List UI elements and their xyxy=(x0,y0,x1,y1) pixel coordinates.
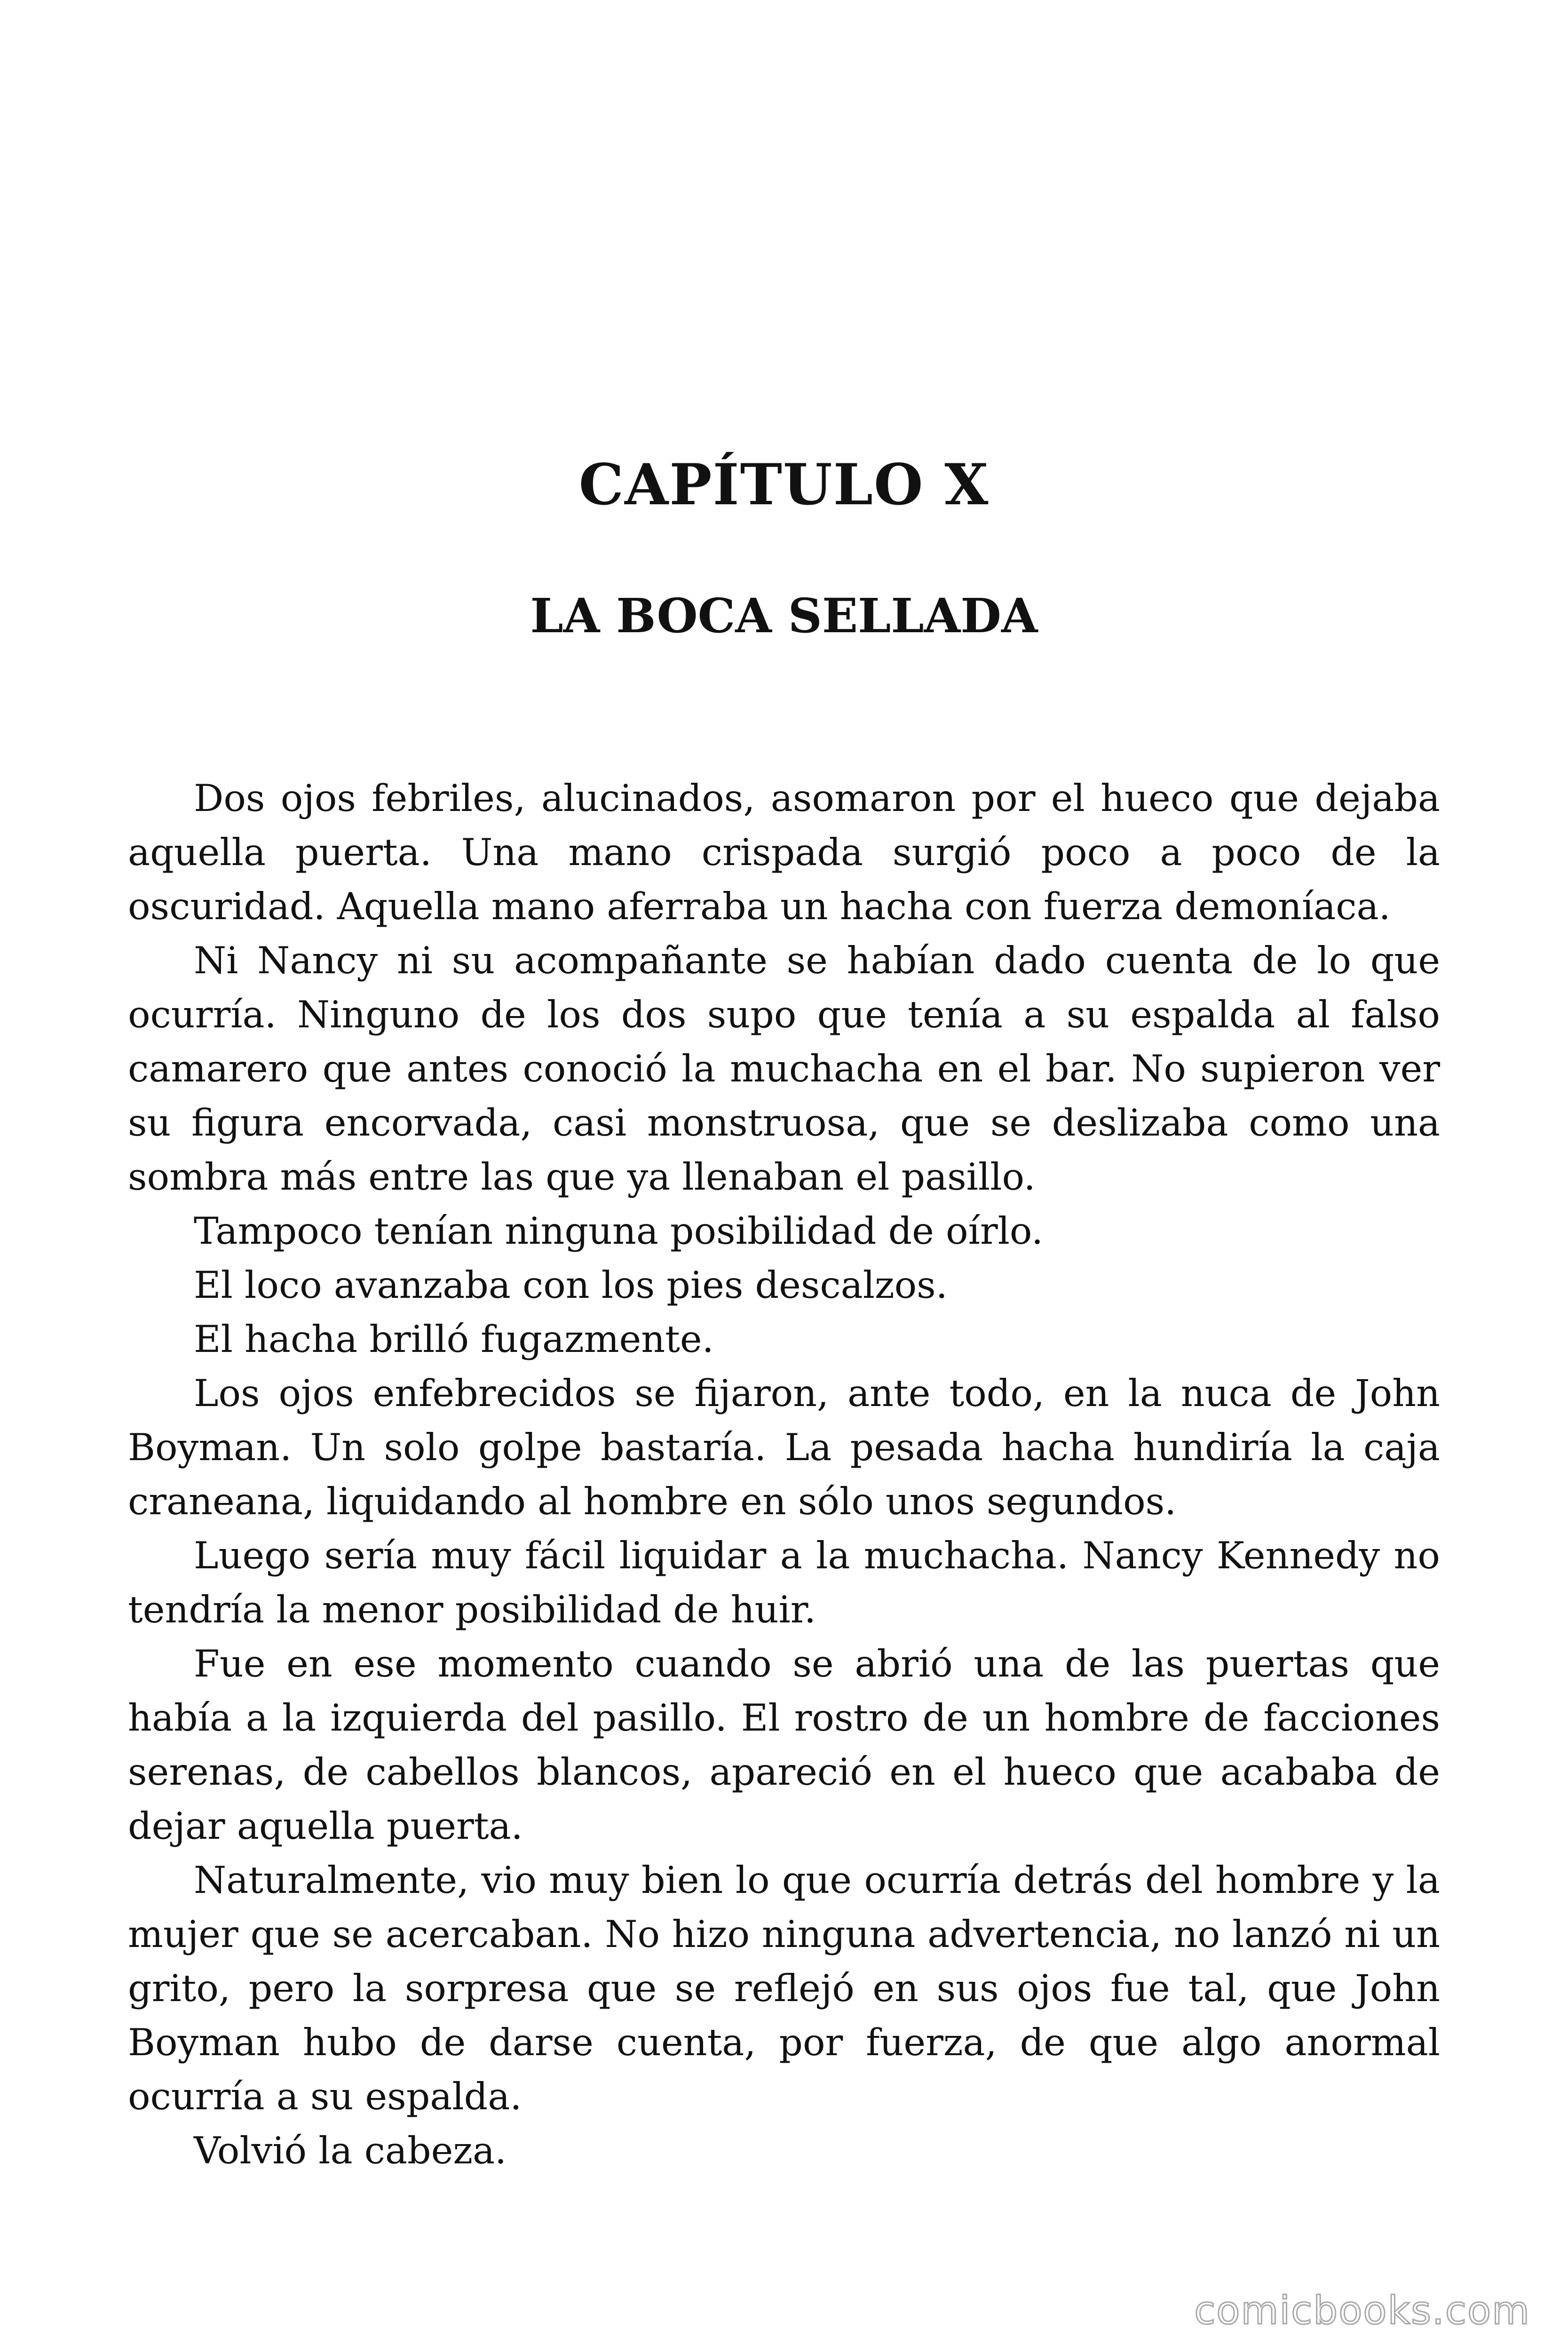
paragraph: Volvió la cabeza. xyxy=(194,2129,507,2172)
paragraph: Fue en ese momento cuando se abrió una de las puertas que había a la izquierda del pasillo. El rostro de un hombre de facciones serenas, de cabellos blancos, apareció en el hueco que acababa de dejar aquella puerta. xyxy=(128,1642,1440,1848)
paragraph: El hacha brilló fugazmente. xyxy=(194,1318,714,1361)
paragraph: Los ojos enfebrecidos se fijaron, ante todo, en la nuca de John Boyman. Un solo golpe bastaría. La pesada hacha hundiría la caja craneana, liquidando al hombre en sólo unos segundos. xyxy=(128,1372,1440,1523)
paragraph: El loco avanzaba con los pies descalzos. xyxy=(194,1263,948,1307)
paragraph: Dos ojos febriles, alucinados, asomaron por el hueco que dejaba aquella puerta. Una mano crispada surgió poco a poco de la oscuridad. Aquella mano aferraba un hacha con fuerza demoníaca. xyxy=(128,777,1440,928)
chapter-title: CAPÍTULO X xyxy=(578,452,990,518)
chapter-subtitle: LA BOCA SELLADA xyxy=(530,588,1038,644)
paragraph: Ni Nancy ni su acompañante se habían dado cuenta de lo que ocurría. Ninguno de los dos supo que tenía a su espalda al falso camarero que antes conoció la muchacha en el bar. No supieron ver su figura encorvada, casi monstruosa, que se deslizaba como una sombra más entre las que ya llenaban el pasillo. xyxy=(128,939,1440,1199)
chapter-body xyxy=(128,771,1440,2178)
watermark: comicbooks.com xyxy=(1194,2288,1530,2333)
paragraph: Naturalmente, vio muy bien lo que ocurría detrás del hombre y la mujer que se acercaban. No hizo ninguna advertencia, no lanzó ni un grito, pero la sorpresa que se reflejó en sus ojos fue tal, que John Boyman hubo de darse cuenta, por fuerza, de que algo anormal ocurría a su espalda. xyxy=(128,1859,1440,2118)
paragraph: Tampoco tenían ninguna posibilidad de oírlo. xyxy=(194,1209,1044,1253)
paragraph: Luego sería muy fácil liquidar a la muchacha. Nancy Kennedy no tendría la menor posibilidad de huir. xyxy=(128,1534,1440,1631)
